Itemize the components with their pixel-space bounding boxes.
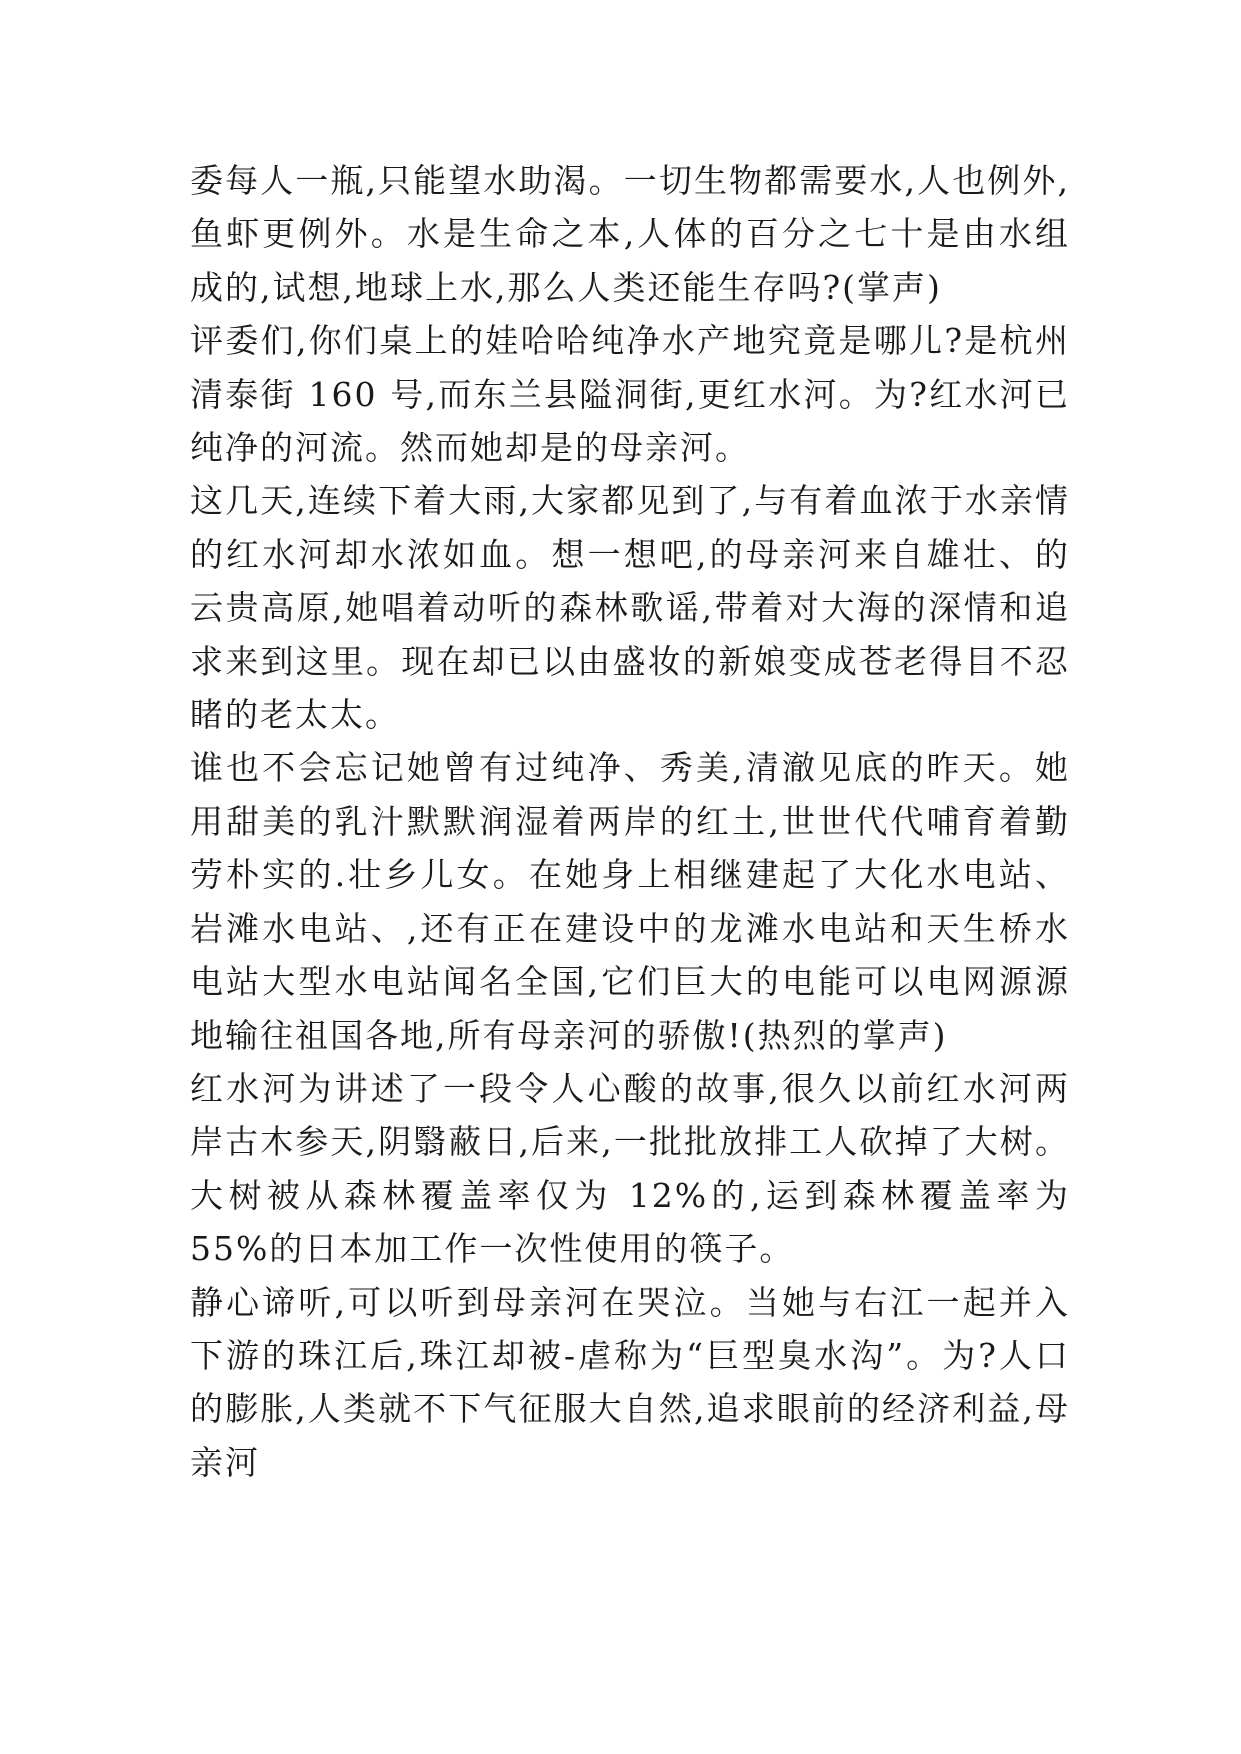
paragraph: 谁也不会忘记她曾有过纯净、秀美,清澈见底的昨天。她用甜美的乳汁默默润湿着两岸的红土,世世代代哺育着勤劳朴实的.壮乡儿女。在她身上相继建起了大化水电站、岩滩水电站、,还有正在建设中的龙滩水电站和天生桥水电站大型水电站闻名全国,它们巨大的电能可以电网源源地输往祖国各地,所有母亲河的骄傲!(热烈的掌声)	[190, 748, 1070, 1055]
paragraph: 评委们,你们桌上的娃哈哈纯净水产地究竟是哪儿?是杭州清泰街 160 号,而东兰县隘洞街,更红水河。为?红水河已纯净的河流。然而她却是的母亲河。	[190, 321, 1070, 468]
body-text	[190, 154, 1070, 1489]
paragraph: 这几天,连续下着大雨,大家都见到了,与有着血浓于水亲情的红水河却水浓如血。想一想吧,的母亲河来自雄壮、的云贵高原,她唱着动听的森林歌谣,带着对大海的深情和追求来到这里。现在却已以由盛妆的新娘变成苍老得目不忍睹的老太太。	[190, 481, 1070, 735]
paragraph: 委每人一瓶,只能望水助渴。一切生物都需要水,人也例外,鱼虾更例外。水是生命之本,人体的百分之七十是由水组成的,试想,地球上水,那么人类还能生存吗?(掌声)	[190, 161, 1070, 307]
paragraph: 红水河为讲述了一段令人心酸的故事,很久以前红水河两岸古木参天,阴翳蔽日,后来,一批批放排工人砍掉了大树。大树被从森林覆盖率仅为 12%的,运到森林覆盖率为 55%的日本加工作一次性使用的筷子。	[190, 1068, 1070, 1269]
paragraph: 静心谛听,可以听到母亲河在哭泣。当她与右江一起并入下游的珠江后,珠江却被-虐称为“巨型臭水沟”。为?人口的膨胀,人类就不下气征服大自然,追求眼前的经济利益,母亲河	[190, 1282, 1070, 1482]
